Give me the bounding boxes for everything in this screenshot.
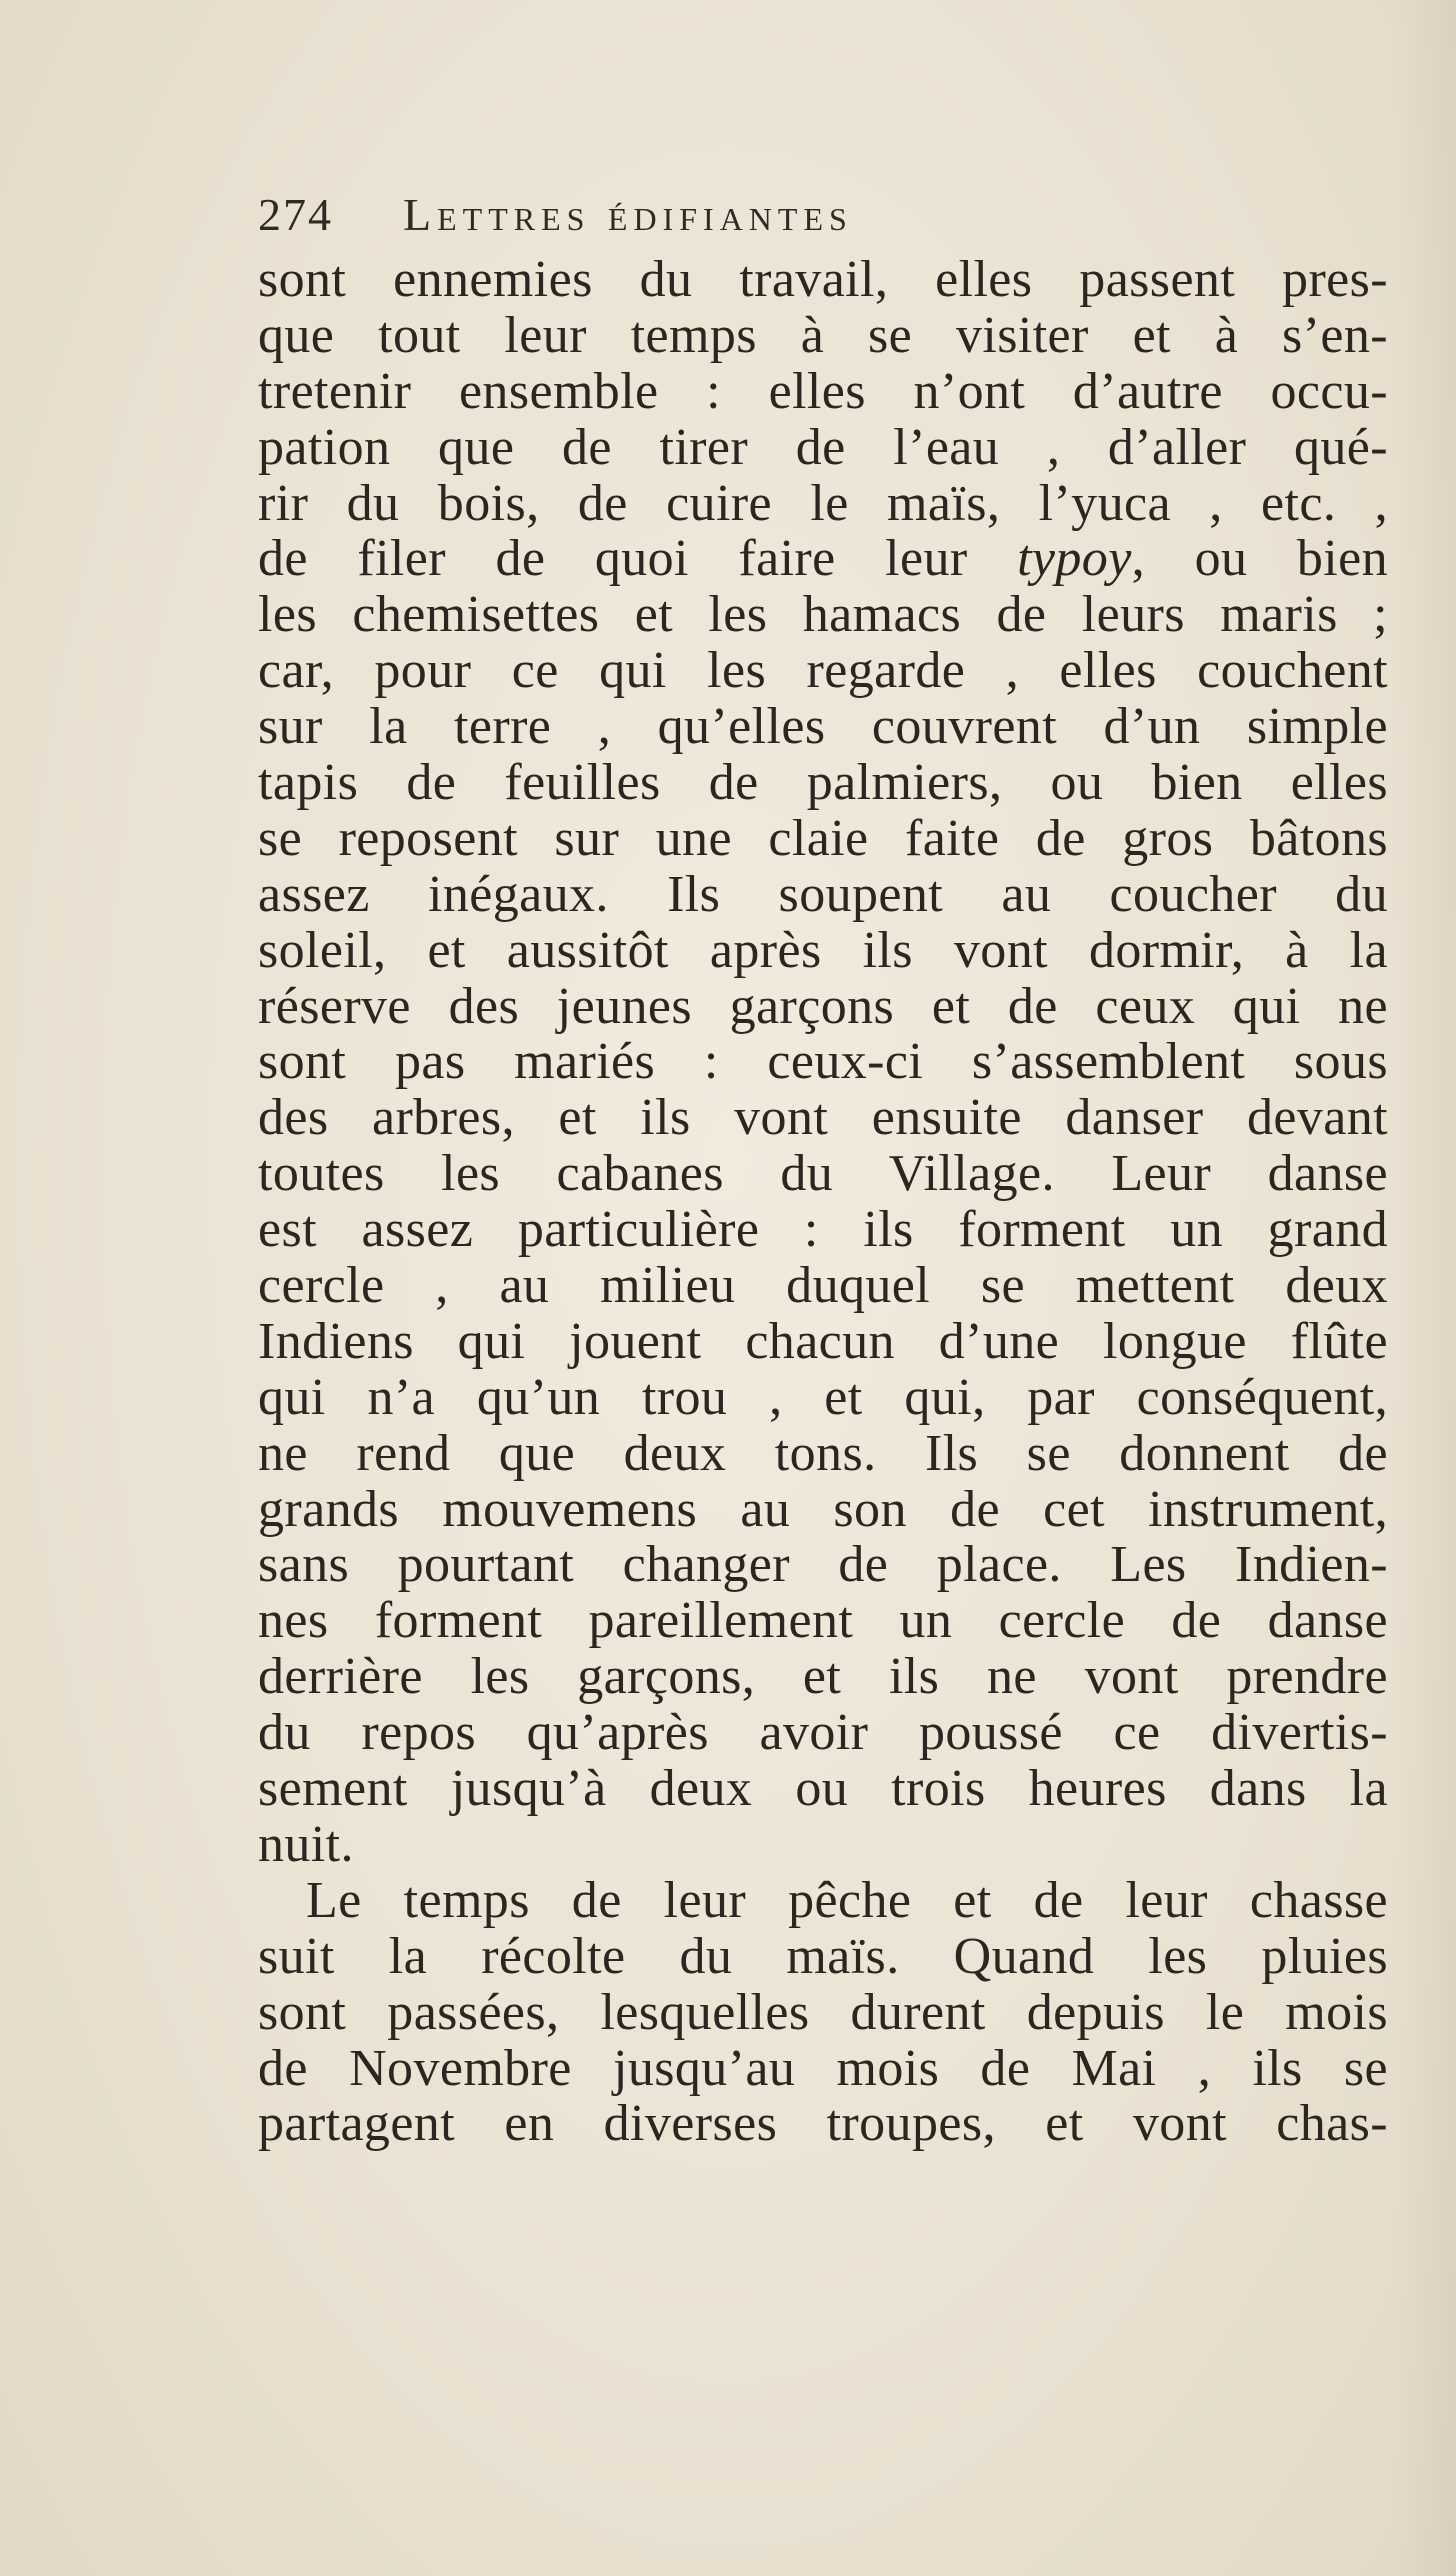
text-line: derrière les garçons, et ils ne vont prendre bbox=[258, 1648, 1388, 1706]
text-line: sont passées, lesquelles durent depuis le mois bbox=[258, 1983, 1388, 2041]
text-line: sur la terre , qu’elles couvrent d’un simple bbox=[258, 698, 1388, 756]
text-line: assez inégaux. Ils soupent au coucher du bbox=[258, 865, 1388, 923]
text-line: sans pourtant changer de place. Les Indien- bbox=[258, 1536, 1388, 1594]
text-line bbox=[258, 531, 1388, 587]
text-line: tretenir ensemble : elles n’ont d’autre occu- bbox=[258, 362, 1388, 420]
text-line: des arbres, et ils vont ensuite danser devant bbox=[258, 1089, 1388, 1147]
text-line: toutes les cabanes du Village. Leur danse bbox=[258, 1145, 1388, 1203]
text-line: nes forment pareillement un cercle de danse bbox=[258, 1592, 1388, 1650]
text-line: soleil, et aussitôt après ils vont dormir, à la bbox=[258, 921, 1388, 979]
page-number: 274 bbox=[258, 189, 333, 240]
page-header bbox=[258, 188, 1198, 248]
text-line: les chemisettes et les hamacs de leurs maris ; bbox=[258, 586, 1388, 644]
running-title: Lettres édifiantes bbox=[403, 189, 853, 240]
text-line: Le temps de leur pêche et de leur chasse bbox=[306, 1871, 1388, 1929]
text-line: se reposent sur une claie faite de gros bâtons bbox=[258, 809, 1388, 867]
text-segment: , ou bien bbox=[1131, 530, 1388, 588]
text-line: tapis de feuilles de palmiers, ou bien elles bbox=[258, 754, 1388, 812]
text-line: suit la récolte du maïs. Quand les pluies bbox=[258, 1927, 1388, 1985]
text-line: sont pas mariés : ceux-ci s’assemblent sous bbox=[258, 1033, 1388, 1091]
text-line: sont ennemies du travail, elles passent pres- bbox=[258, 251, 1388, 308]
text-line: sement jusqu’à deux ou trois heures dans la bbox=[258, 1760, 1388, 1818]
text-line: ne rend que deux tons. Ils se donnent de bbox=[258, 1424, 1388, 1482]
text-line: pation que de tirer de l’eau , d’aller qué- bbox=[258, 418, 1388, 476]
text-line: du repos qu’après avoir poussé ce divertis- bbox=[258, 1704, 1388, 1762]
text-line: rir du bois, de cuire le maïs, l’yuca , etc. , bbox=[258, 474, 1388, 532]
text-line: est assez particulière : ils forment un grand bbox=[258, 1201, 1388, 1259]
text-line: nuit. bbox=[258, 1815, 354, 1873]
text-line: car, pour ce qui les regarde , elles couchent bbox=[258, 642, 1388, 700]
text-line: cercle , au milieu duquel se mettent deux bbox=[258, 1257, 1388, 1315]
text-segment: de filer de quoi faire leur bbox=[258, 530, 1018, 588]
text-line: qui n’a qu’un trou , et qui, par conséquent, bbox=[258, 1368, 1388, 1426]
page-edge-shadow bbox=[1396, 0, 1456, 2576]
body-text bbox=[258, 252, 1388, 2152]
text-line: que tout leur temps à se visiter et à s’en- bbox=[258, 306, 1388, 364]
text-line: Indiens qui jouent chacun d’une longue flûte bbox=[258, 1312, 1388, 1370]
text-line: réserve des jeunes garçons et de ceux qui ne bbox=[258, 977, 1388, 1035]
text-line: de Novembre jusqu’au mois de Mai , ils se bbox=[258, 2039, 1388, 2097]
text-line: grands mouvemens au son de cet instrument, bbox=[258, 1480, 1388, 1538]
text-line: partagent en diverses troupes, et vont chas- bbox=[258, 2095, 1388, 2153]
italic-word: typoy bbox=[1017, 530, 1132, 588]
